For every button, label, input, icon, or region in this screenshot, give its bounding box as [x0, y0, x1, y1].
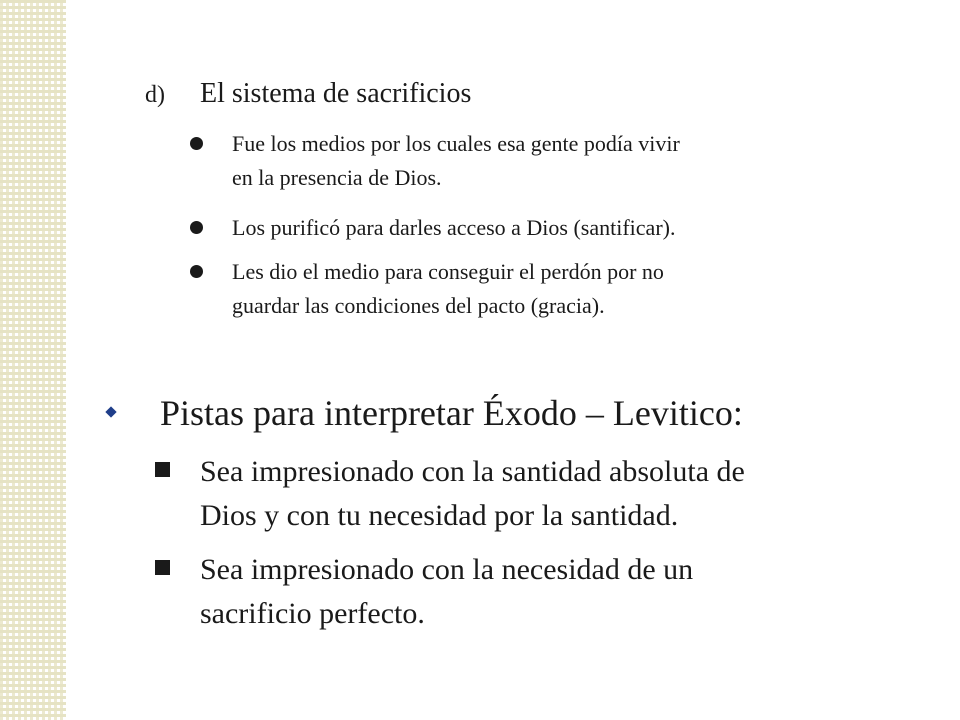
sub-bullet-2: [232, 211, 675, 245]
decorative-stripe-bar: [0, 0, 66, 720]
sub-bullet-1: [232, 127, 680, 195]
main-point-2-line-2: sacrificio perfecto.: [200, 597, 425, 630]
main-point-2: [200, 548, 693, 636]
main-point-1: [200, 450, 745, 538]
square-bullet-icon: [155, 462, 170, 477]
diamond-bullet-icon: [105, 406, 116, 417]
slide-heading: Pistas para interpretar Éxodo – Levitico:: [160, 393, 743, 433]
sub-bullet-1-line-1: Fue los medios por los cuales esa gente podía vivir: [232, 131, 680, 156]
round-bullet-icon: [190, 221, 203, 234]
sub-bullet-3-line-1: Les dio el medio para conseguir el perdón por no: [232, 259, 664, 284]
section-title: El sistema de sacrificios: [200, 78, 472, 109]
section-label: d): [145, 82, 165, 108]
round-bullet-icon: [190, 137, 203, 150]
main-point-1-line-2: Dios y con tu necesidad por la santidad.: [200, 499, 679, 532]
sub-bullet-3: [232, 255, 664, 323]
sub-bullet-3-line-2: guardar las condiciones del pacto (gracia).: [232, 293, 605, 318]
square-bullet-icon: [155, 560, 170, 575]
round-bullet-icon: [190, 265, 203, 278]
sub-bullet-1-line-2: en la presencia de Dios.: [232, 165, 442, 190]
main-point-1-line-1: Sea impresionado con la santidad absoluta de: [200, 455, 745, 488]
main-point-2-line-1: Sea impresionado con la necesidad de un: [200, 553, 694, 586]
sub-bullet-2-line-1: Los purificó para darles acceso a Dios (santificar).: [232, 215, 676, 240]
